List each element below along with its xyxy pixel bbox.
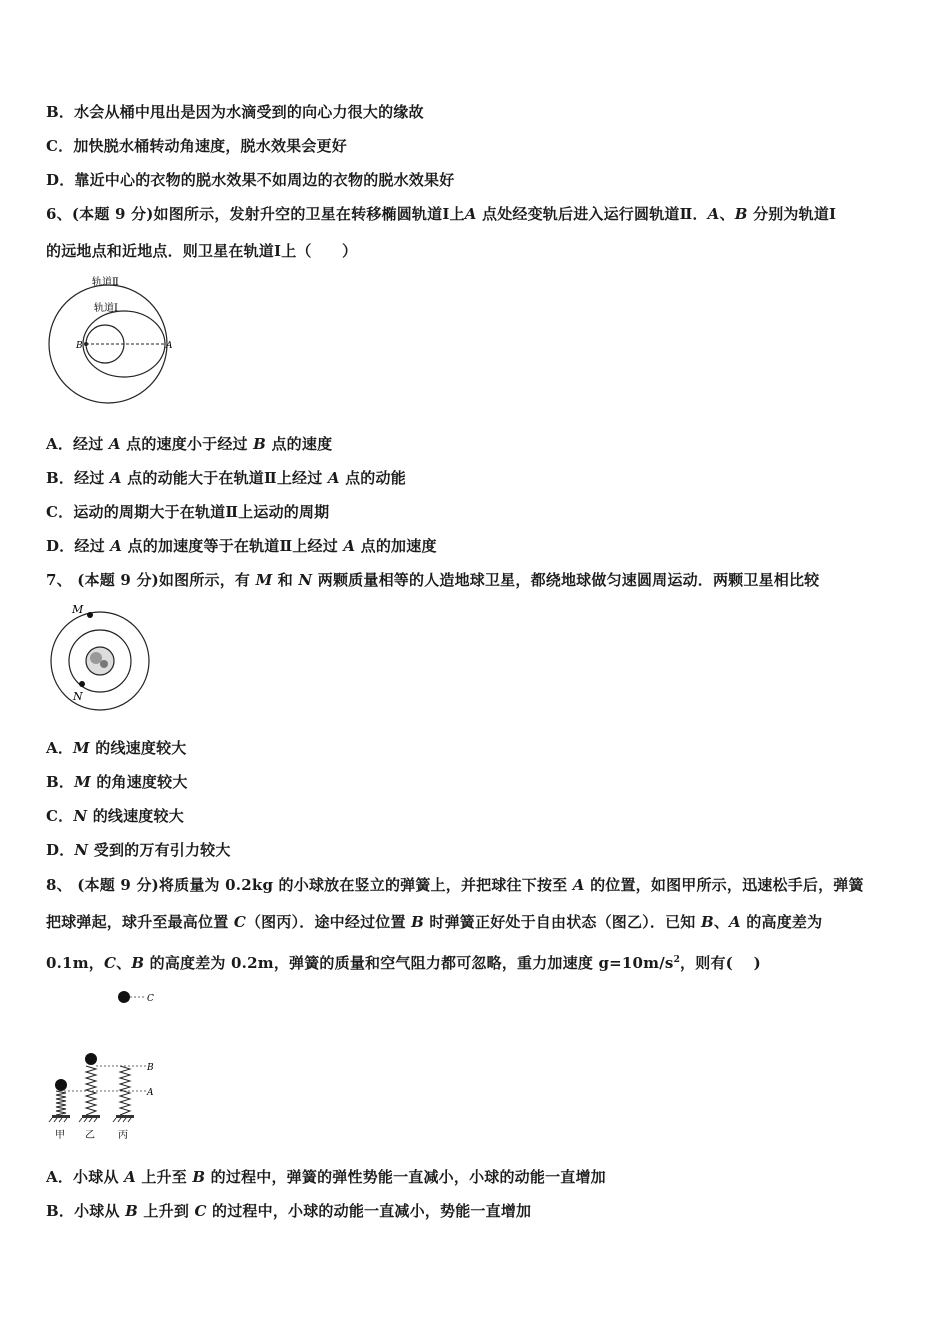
q6-stem-line1: 6、(本题 9 分)如图所示，发射升空的卫星在转移椭圆轨道Ⅰ上A 点处经变轨后进入运行圆轨道Ⅱ．A、B 分别为轨道Ⅰ [46,205,837,223]
q8-stem-line1: 8、 (本题 9 分)将质量为 0.2kg 的小球放在竖立的弹簧上，并把球往下按至 A 的位置，如图甲所示，迅速松手后，弹簧 [46,876,864,894]
q8-option-a: A．小球从 A 上升至 B 的过程中，弹簧的弹性势能一直减小，小球的动能一直增加 [46,1168,606,1186]
label-yi: 乙 [85,1130,95,1141]
label-satellite-m: M [72,603,84,616]
q6-stem-line2: 的远地点和近地点．则卫星在轨道Ⅰ上（ ） [46,242,358,260]
label-a: A [147,1088,154,1098]
label-c: C [147,994,154,1004]
q7-option-c: C．N 的线速度较大 [46,807,184,825]
q5-option-b: B．水会从桶中甩出是因为水滴受到的向心力很大的缘故 [46,103,424,121]
q8-stem-line3: 0.1m，C、B 的高度差为 0.2m，弹簧的质量和空气阻力都可忽略，重力加速度 $g=10m/s^2$，则有( ) [46,954,761,972]
q8-stem-line2: 把球弹起，球升至最高位置 C（图丙）．途中经过位置 B 时弹簧正好处于自由状态（图乙）．已知 B、A 的高度差为 [46,913,823,931]
label-b: B [147,1063,154,1073]
label-bing: 丙 [118,1130,128,1141]
q8-spring-figure [44,984,164,1144]
q8-option-b: B．小球从 B 上升到 C 的过程中，小球的动能一直减小，势能一直增加 [46,1202,532,1220]
label-satellite-n: N [73,690,83,703]
q6-option-d: D．经过 A 点的加速度等于在轨道Ⅱ上经过 A 点的加速度 [46,537,437,555]
label-point-b: B [76,341,83,351]
label-orbit-2: 轨道Ⅱ [92,277,119,288]
ball-yi [85,1053,97,1065]
q7-stem: 7、 (本题 9 分)如图所示，有 M 和 N 两颗质量相等的人造地球卫星，都绕地球做匀速圆周运动．两颗卫星相比较 [46,571,820,589]
q5-option-c: C．加快脱水桶转动角速度，脱水效果会更好 [46,137,347,155]
q6-option-b: B．经过 A 点的动能大于在轨道Ⅱ上经过 A 点的动能 [46,469,406,487]
label-point-a: A [166,341,173,351]
label-jia: 甲 [55,1130,65,1141]
q6-option-c: C．运动的周期大于在轨道Ⅱ上运动的周期 [46,503,330,521]
q7-option-b: B．M 的角速度较大 [46,773,188,791]
q7-satellite-figure [44,600,156,712]
q7-option-d: D．N 受到的万有引力较大 [46,841,231,859]
label-orbit-1: 轨道Ⅰ [94,303,118,314]
ball-c [118,991,130,1003]
ball-jia [55,1079,67,1091]
q6-option-a: A．经过 A 点的速度小于经过 B 点的速度 [46,435,333,453]
q7-option-a: A．M 的线速度较大 [46,739,187,757]
q6-orbit-figure [46,270,171,410]
q5-option-d: D．靠近中心的衣物的脱水效果不如周边的衣物的脱水效果好 [46,171,455,189]
